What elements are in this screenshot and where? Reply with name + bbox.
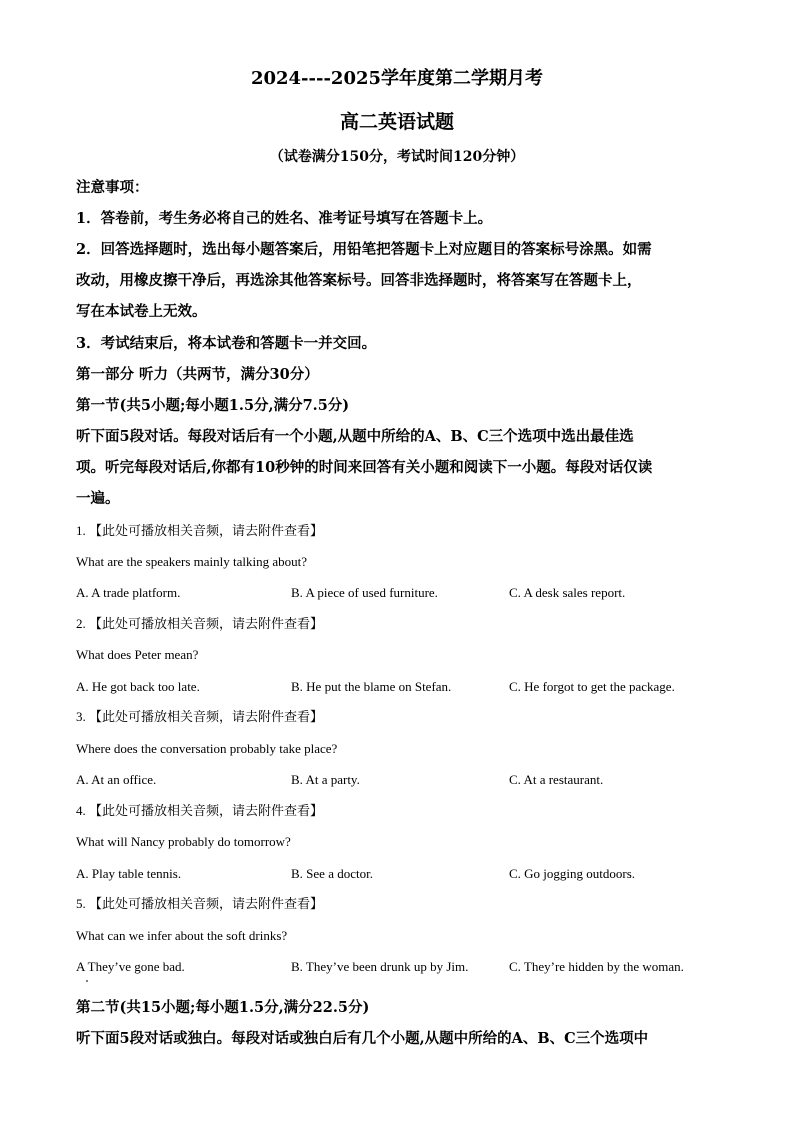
section-1-heading: 第一节(共5小题;每小题1.5分,满分7.5分) [76,397,350,414]
question-number: 4. [76,803,86,818]
question-2-option-b: B. He put the blame on Stefan. [291,679,452,694]
question-5-option-b: B. They’ve been drunk up by Jim. [291,959,469,974]
notice-item-2-line-3: 写在本试卷上无效。 [76,303,207,320]
question-1-option-a: A. A trade platform. [76,585,181,600]
question-4-audio[interactable] [76,802,323,820]
section-1-instructions-line-3: 一遍。 [76,490,120,507]
question-4-option-a: A. Play table tennis. [76,866,182,881]
question-5-text: What can we infer about the soft drinks? [76,928,288,943]
question-3-text: Where does the conversation probably take place? [76,741,338,756]
question-4-option-b: B. See a doctor. [291,866,373,881]
audio-placeholder: 【此处可播放相关音频，请去附件查看】 [89,803,324,818]
question-5-option-a: A They’ve gone bad. [76,959,185,974]
question-3-option-b: B. At a party. [291,772,360,787]
question-3-option-c: C. At a restaurant. [509,772,604,787]
question-1-text: What are the speakers mainly talking about? [76,554,308,569]
audio-placeholder: 【此处可播放相关音频，请去附件查看】 [89,896,324,911]
question-number: 3. [76,709,86,724]
question-3-option-a: A. At an office. [76,772,157,787]
part-1-heading: 第一部分 听力（共两节，满分30分） [76,366,319,383]
section-1-instructions-line-2: 项。听完每段对话后,你都有10秒钟的时间来回答有关小题和阅读下一小题。每段对话仅读 [76,459,653,476]
notice-heading: 注意事项： [76,179,149,196]
question-number: 1. [76,523,86,538]
stray-mark [86,980,88,982]
question-5-audio[interactable] [76,895,323,913]
notice-item-1: 1．答卷前，考生务必将自己的姓名、准考证号填写在答题卡上。 [76,210,493,227]
question-2-text: What does Peter mean? [76,647,199,662]
question-number: 2. [76,616,86,631]
section-1-instructions-line-1: 听下面5段对话。每段对话后有一个小题,从题中所给的A、B、C三个选项中选出最佳选 [76,428,634,445]
audio-placeholder: 【此处可播放相关音频，请去附件查看】 [89,709,324,724]
section-2-instructions-line-1: 听下面5段对话或独白。每段对话或独白后有几个小题,从题中所给的A、B、C三个选项中 [76,1030,649,1047]
question-3-audio[interactable] [76,708,323,726]
section-2-heading: 第二节(共15小题;每小题1.5分,满分22.5分) [76,999,370,1016]
question-5-option-c: C. They’re hidden by the woman. [509,959,684,974]
question-number: 5. [76,896,86,911]
question-4-text: What will Nancy probably do tomorrow? [76,834,291,849]
notice-item-3: 3．考试结束后，将本试卷和答题卡一并交回。 [76,335,377,352]
question-1-audio[interactable] [76,522,323,540]
exam-subject-title: 高二英语试题 [339,111,454,133]
question-4-option-c: C. Go jogging outdoors. [509,866,636,881]
notice-item-2-line-1: 2．回答选择题时，选出每小题答案后，用铅笔把答题卡上对应题目的答案标号涂黑。如需 [76,241,652,258]
question-1-option-b: B. A piece of used furniture. [291,585,438,600]
question-2-option-a: A. He got back too late. [76,679,200,694]
question-1-option-c: C. A desk sales report. [509,585,626,600]
audio-placeholder: 【此处可播放相关音频，请去附件查看】 [89,523,324,538]
exam-info: （试卷满分150分，考试时间120分钟） [269,149,525,165]
audio-placeholder: 【此处可播放相关音频，请去附件查看】 [89,616,324,631]
exam-title: 2024----2025学年度第二学期月考 [250,68,544,89]
question-2-option-c: C. He forgot to get the package. [509,679,675,694]
question-2-audio[interactable] [76,615,323,633]
notice-item-2-line-2: 改动，用橡皮擦干净后，再选涂其他答案标号。回答非选择题时，将答案写在答题卡上， [76,272,642,289]
